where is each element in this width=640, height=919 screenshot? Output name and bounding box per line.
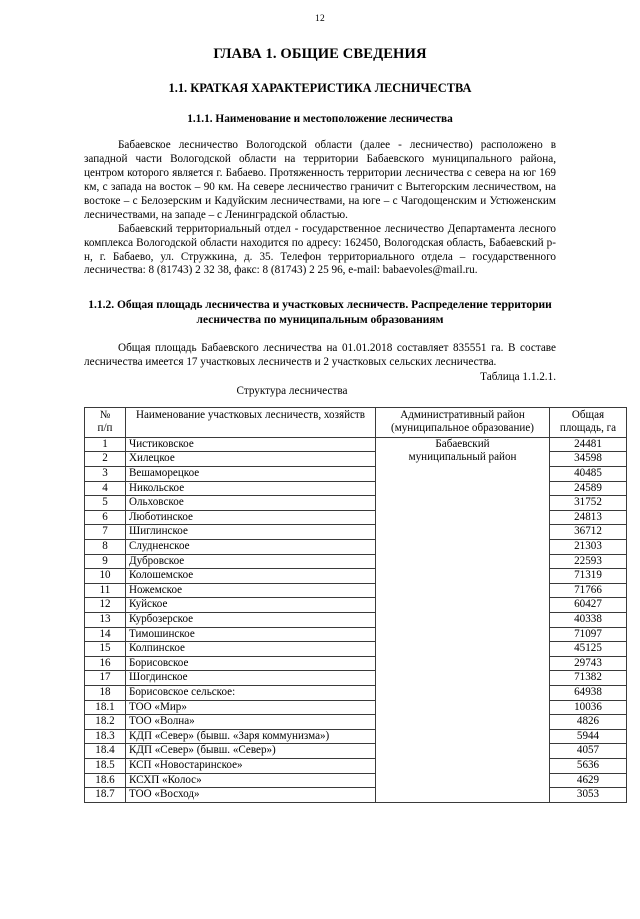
cell-num: 14 [85, 627, 126, 642]
header-num [85, 407, 126, 437]
cell-num: 9 [85, 554, 126, 569]
header-name: Наименование участковых лесничеств, хозяйств [126, 407, 376, 437]
cell-name: ТОО «Мир» [126, 700, 376, 715]
cell-name: Тимошинское [126, 627, 376, 642]
chapter-title: ГЛАВА 1. ОБЩИЕ СВЕДЕНИЯ [213, 46, 427, 62]
cell-area: 36712 [550, 525, 627, 540]
table-head [85, 407, 627, 437]
cell-area: 5944 [550, 729, 627, 744]
table-number-label: Таблица 1.1.2.1. [480, 370, 556, 383]
body-text-block-area [0, 342, 640, 370]
cell-num: 18.3 [85, 729, 126, 744]
cell-name: Шогдинское [126, 671, 376, 686]
cell-name: Вешаморецкое [126, 467, 376, 482]
cell-num: 18.5 [85, 758, 126, 773]
subsection-title-1-1-2: 1.1.2. Общая площадь лесничества и участковых лесничеств. Распределение территории лесничества по муниципальным образованиям [88, 299, 552, 327]
table-caption: Структура лесничества [236, 384, 348, 397]
cell-name: Чистиковское [126, 437, 376, 452]
district-line-2: муниципальный район [408, 450, 517, 463]
table-row [85, 437, 627, 452]
subsection-title-1-1-1: 1.1.1. Наименование и местоположение лесничества [187, 113, 453, 125]
cell-area: 34598 [550, 452, 627, 467]
cell-area: 21303 [550, 540, 627, 555]
cell-num: 7 [85, 525, 126, 540]
cell-name: Люботинское [126, 510, 376, 525]
cell-area: 71319 [550, 569, 627, 584]
header-num-line1: № [99, 408, 111, 421]
header-district: Административный район (муниципальное образование) [376, 407, 550, 437]
cell-name: Ольховское [126, 496, 376, 511]
cell-name: ТОО «Восход» [126, 788, 376, 803]
cell-area: 31752 [550, 496, 627, 511]
cell-area: 71766 [550, 583, 627, 598]
cell-num: 4 [85, 481, 126, 496]
table-header-row [85, 407, 627, 437]
cell-num: 5 [85, 496, 126, 511]
cell-name: Хилецкое [126, 452, 376, 467]
cell-num: 11 [85, 583, 126, 598]
cell-area: 40485 [550, 467, 627, 482]
cell-name: КСП «Новостаринское» [126, 758, 376, 773]
cell-name: КСХП «Колос» [126, 773, 376, 788]
section-title: 1.1. КРАТКАЯ ХАРАКТЕРИСТИКА ЛЕСНИЧЕСТВА [168, 81, 472, 95]
cell-area: 24481 [550, 437, 627, 452]
cell-num: 18.1 [85, 700, 126, 715]
cell-area: 4057 [550, 744, 627, 759]
cell-num: 18 [85, 685, 126, 700]
cell-name: Слудненское [126, 540, 376, 555]
cell-num: 8 [85, 540, 126, 555]
cell-area: 64938 [550, 685, 627, 700]
cell-name: ТОО «Волна» [126, 715, 376, 730]
cell-num: 10 [85, 569, 126, 584]
cell-num: 13 [85, 612, 126, 627]
cell-name: Колошемское [126, 569, 376, 584]
cell-name: Курбозерское [126, 612, 376, 627]
cell-num: 6 [85, 510, 126, 525]
cell-area: 40338 [550, 612, 627, 627]
cell-num: 15 [85, 642, 126, 657]
cell-num: 18.6 [85, 773, 126, 788]
cell-area: 4826 [550, 715, 627, 730]
cell-name: КДП «Север» (бывш. «Север») [126, 744, 376, 759]
cell-num: 17 [85, 671, 126, 686]
cell-num: 2 [85, 452, 126, 467]
header-area: Общая площадь, га [550, 407, 627, 437]
paragraph-contacts: Бабаевский территориальный отдел - государственное лесничество Департамента лесного комплекса Вологодской области находится по адресу: 162450, Вологодская область, Бабаевский р-н, г. Бабаево, ул. Стружкина, д. 35. Телефон территориального отдела – государственного лесничества: 8 (81743) 2 32 38, факс: 8 (81743) 2 25 96, e-mail: babaevoles@mail.ru. [84, 222, 556, 277]
cell-num: 18.7 [85, 788, 126, 803]
cell-district [376, 437, 550, 802]
cell-num: 12 [85, 598, 126, 613]
cell-name: Колпинское [126, 642, 376, 657]
cell-num: 18.4 [85, 744, 126, 759]
document-page [0, 14, 640, 919]
cell-name: Куйское [126, 598, 376, 613]
cell-area: 71382 [550, 671, 627, 686]
body-text-block [0, 139, 640, 278]
cell-area: 22593 [550, 554, 627, 569]
cell-num: 18.2 [85, 715, 126, 730]
cell-num: 1 [85, 437, 126, 452]
cell-area: 45125 [550, 642, 627, 657]
table-body [85, 437, 627, 802]
cell-area: 60427 [550, 598, 627, 613]
paragraph-total-area: Общая площадь Бабаевского лесничества на 01.01.2018 составляет 835551 га. В составе лесничества имеется 17 участковых лесничеств и 2 участковых сельских лесничества. [84, 341, 556, 368]
cell-name: Дубровское [126, 554, 376, 569]
district-line-1: Бабаевский [435, 437, 490, 450]
cell-name: Шиглинское [126, 525, 376, 540]
cell-area: 24589 [550, 481, 627, 496]
cell-name: Ножемское [126, 583, 376, 598]
cell-area: 24813 [550, 510, 627, 525]
cell-area: 4629 [550, 773, 627, 788]
cell-area: 10036 [550, 700, 627, 715]
cell-area: 71097 [550, 627, 627, 642]
page-number: 12 [315, 14, 325, 24]
structure-table [84, 407, 627, 803]
cell-name: КДП «Север» (бывш. «Заря коммунизма») [126, 729, 376, 744]
header-num-line2: п/п [97, 421, 113, 434]
paragraph-location: Бабаевское лесничество Вологодской области (далее - лесничество) расположено в западной части Вологодской области на территории Бабаевского муниципального района, центром которого является г. Бабаево. Протяженность территории лесничества с севера на юг 169 км, с запада на восток – 90 км. На севере лесничество граничит с Вытегорским лесничеством, на востоке – с Белозерским и Кадуйским лесничествами, на юге – с Чагодощенским и Устюженским лесничествами, на западе – с Ленинградской областью. [84, 139, 556, 221]
cell-area: 3053 [550, 788, 627, 803]
cell-area: 29743 [550, 656, 627, 671]
cell-num: 3 [85, 467, 126, 482]
cell-num: 16 [85, 656, 126, 671]
cell-area: 5636 [550, 758, 627, 773]
cell-name: Борисовское сельское: [126, 685, 376, 700]
cell-name: Никольское [126, 481, 376, 496]
cell-name: Борисовское [126, 656, 376, 671]
